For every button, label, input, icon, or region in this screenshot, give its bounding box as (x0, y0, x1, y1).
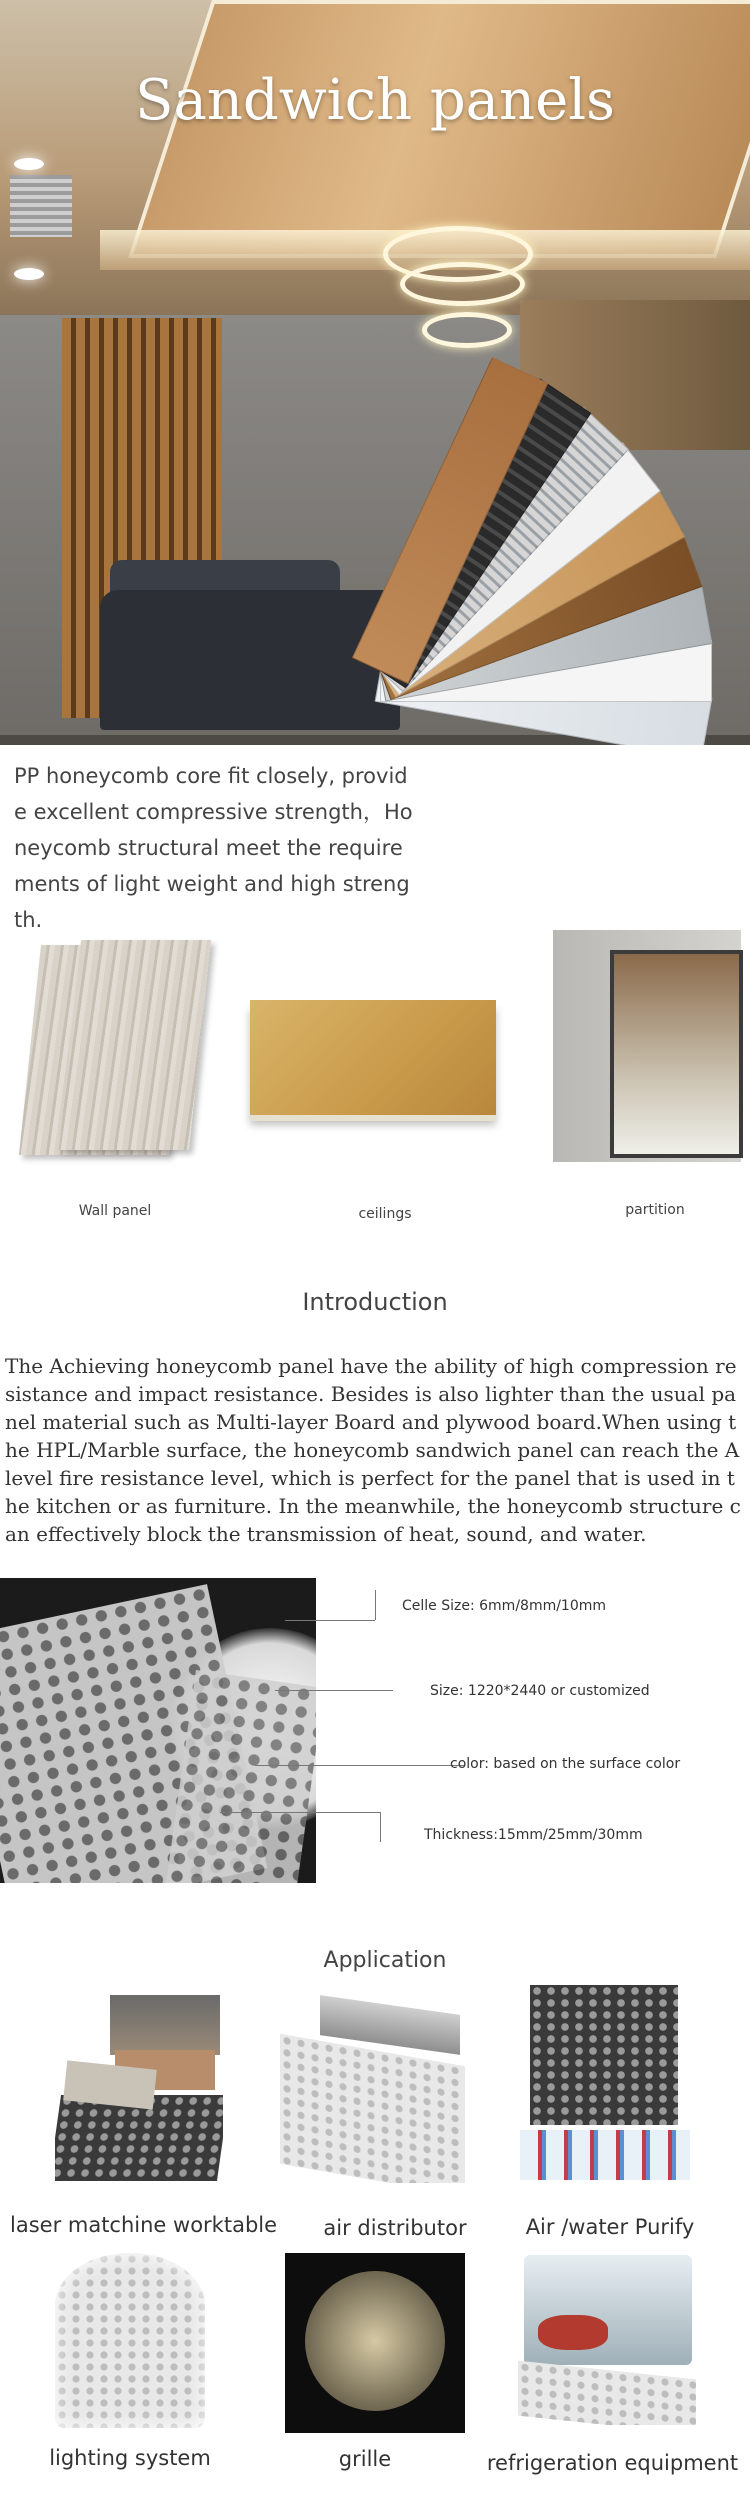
ceiling-board-image (250, 1000, 496, 1115)
spec-connector (380, 1812, 381, 1842)
pendant-ring-light (400, 262, 525, 306)
laser-worktable-image (55, 1995, 223, 2181)
display-fridge (524, 2255, 692, 2365)
spec-connector (255, 1765, 465, 1766)
spec-connector (375, 1590, 376, 1620)
spec-cell-size: Celle Size: 6mm/8mm/10mm (402, 1598, 607, 1614)
app-label-laser-worktable: laser matchine worktable (10, 2213, 278, 2237)
grille-image (285, 2253, 465, 2433)
air-vent (10, 175, 72, 237)
spec-connector (275, 1690, 393, 1691)
purifier-image (520, 1985, 690, 2185)
hero-banner (0, 0, 750, 745)
wall-panel-image (59, 940, 211, 1150)
app-label-lighting-system: lighting system (49, 2446, 211, 2470)
app-label-air-water-purify: Air /water Purify (525, 2215, 695, 2239)
introduction-heading: Introduction (302, 1288, 448, 1316)
hero-description: PP honeycomb core fit closely, provide excellent compressive strength，Honeycomb structural meet the requirements of light weight and high strength. (14, 764, 413, 932)
refrigeration-honeycomb (518, 2361, 696, 2425)
spec-color: color: based on the surface color (450, 1756, 681, 1772)
partition-door-image (610, 950, 743, 1158)
downlight (14, 268, 44, 280)
spec-connector (220, 1812, 380, 1813)
introduction-text: The Achieving honeycomb panel have the ability of high compression resistance and impact resistance. Besides is also lighter than the usual panel material such as Multi-layer Board and plywood board.When using the HPL/Marble surface, the honeycomb sandwich panel can reach the A level fire resistance level, which is perfect for the panel that is used in the kitchen or as furniture. In the meanwhile, the honeycomb structure can effectively block the transmission of heat, sound, and water. (5, 1354, 741, 1546)
grille-disc (305, 2271, 445, 2411)
air-distributor-image (280, 1995, 465, 2183)
purifier-honeycomb (530, 1985, 678, 2125)
distributor-honeycomb (280, 2034, 465, 2183)
spec-size: Size: 1220*2440 or customized (430, 1683, 650, 1699)
app-label-air-distributor: air distributor (323, 2216, 467, 2240)
application-heading: Application (323, 1948, 447, 1973)
laser-head (110, 1995, 220, 2055)
app-label-grille: grille (338, 2447, 392, 2471)
hero-title: Sandwich panels (135, 68, 615, 133)
use-caption-wall-panel: Wall panel (78, 1203, 152, 1219)
downlight (14, 158, 44, 170)
filter-diagram (520, 2130, 690, 2180)
honeycomb-core-photo (0, 1578, 316, 1883)
pendant-ring-light (422, 312, 512, 348)
spec-thickness: Thickness:15mm/25mm/30mm (424, 1827, 643, 1843)
lighting-system-image (40, 2253, 225, 2431)
app-label-refrigeration-equipment: refrigeration equipment (486, 2451, 739, 2475)
spec-connector (285, 1620, 375, 1621)
refrigeration-equipment-image (518, 2255, 696, 2425)
food-plate (538, 2315, 608, 2350)
use-caption-ceilings: ceilings (358, 1206, 412, 1222)
lighting-honeycomb (55, 2253, 205, 2428)
sofa (100, 590, 400, 730)
use-caption-partition: partition (625, 1202, 685, 1218)
